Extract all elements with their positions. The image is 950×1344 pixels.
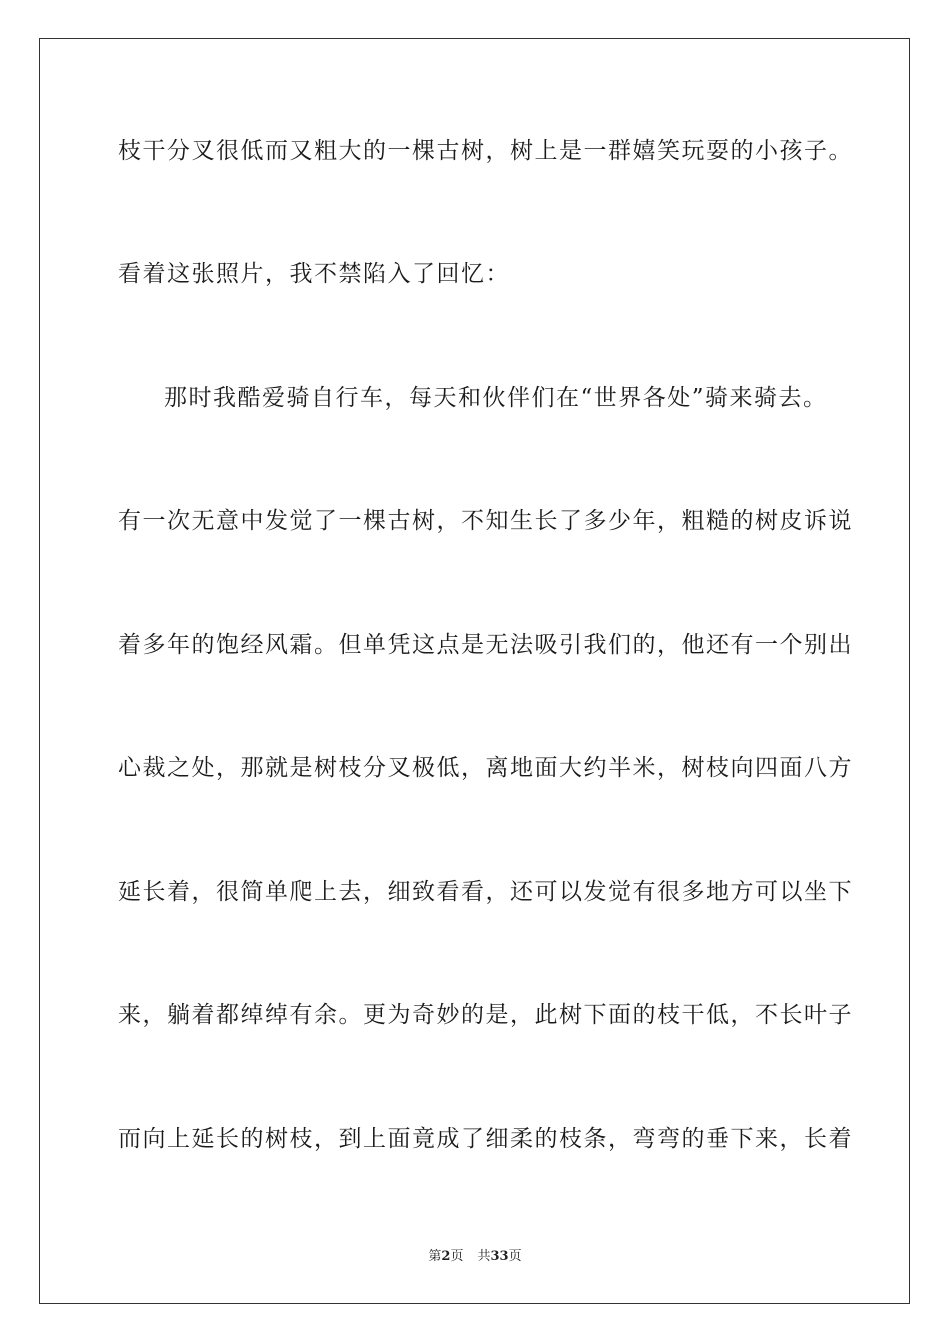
page-prefix: 第 (428, 1249, 442, 1264)
text-line-3: 那时我酷爱骑自行车，每天和伙伴们在“世界各处”骑来骑去。 (164, 385, 828, 411)
text-line-8: 来，躺着都绰绰有余。更为奇妙的是，此树下面的枝干低，不长叶子 (118, 1002, 853, 1028)
text-line-7: 延长着，很简单爬上去，细致看看，还可以发觉有很多地方可以坐下 (118, 879, 853, 905)
text-line-6: 心裁之处，那就是树枝分叉极低，离地面大约半米，树枝向四面八方 (118, 755, 853, 781)
text-line-2: 看着这张照片，我不禁陷入了回忆： (118, 261, 510, 287)
page-footer (0, 1248, 950, 1266)
total-pages: 33 (490, 1249, 509, 1264)
total-prefix: 共 (477, 1249, 491, 1264)
text-line-9: 而向上延长的树枝，到上面竟成了细柔的枝条，弯弯的垂下来，长着 (118, 1126, 853, 1152)
total-suffix: 页 (508, 1249, 522, 1264)
page-number: 2 (441, 1249, 451, 1264)
text-line-4: 有一次无意中发觉了一棵古树，不知生长了多少年，粗糙的树皮诉说 (118, 508, 853, 534)
text-line-5: 着多年的饱经风霜。但单凭这点是无法吸引我们的，他还有一个别出 (118, 632, 853, 658)
page-border (39, 38, 910, 1304)
page-suffix: 页 (450, 1249, 464, 1264)
text-line-1: 枝干分叉很低而又粗大的一棵古树，树上是一群嬉笑玩耍的小孩子。 (118, 138, 853, 164)
